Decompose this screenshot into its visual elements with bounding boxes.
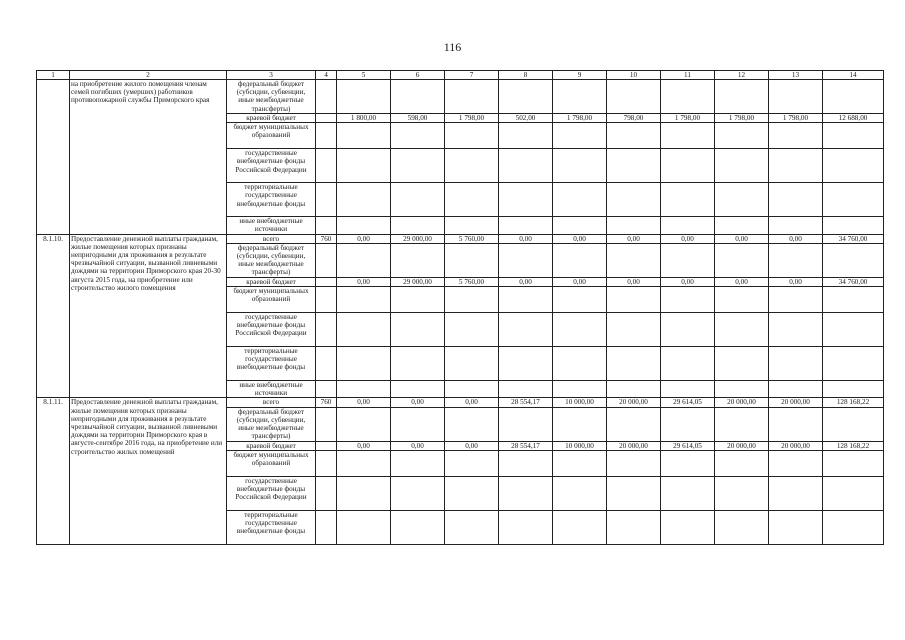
- value-cell: [445, 123, 499, 149]
- value-cell: [499, 123, 553, 149]
- table-row: [37, 80, 884, 114]
- funding-source: территориальные государственные внебюджетные фонды: [227, 183, 316, 217]
- value-cell: [553, 476, 607, 510]
- value-cell: [553, 123, 607, 149]
- value-cell: [715, 407, 769, 441]
- value-cell: [337, 149, 391, 183]
- value-cell: 29 614,05: [661, 398, 715, 407]
- value-cell: [715, 450, 769, 476]
- item-number: 8.1.11.: [37, 398, 70, 544]
- value-cell: [661, 243, 715, 277]
- budget-code: [316, 80, 337, 114]
- value-cell: [391, 287, 445, 313]
- value-cell: [715, 476, 769, 510]
- budget-code: [316, 123, 337, 149]
- value-cell: [445, 450, 499, 476]
- value-cell: [661, 287, 715, 313]
- item-description: Предоставление денежной выплаты гражданам, жилые помещения которых признаны непригодными для проживания в результате чрезвычайной ситуации, вызванной ливневыми дождями на территории Приморского края в августе-сентябре 2016 года, на приобретение или строительство жилых помещений: [70, 398, 227, 544]
- value-cell: [553, 217, 607, 234]
- value-cell: [445, 287, 499, 313]
- value-cell: [337, 123, 391, 149]
- value-cell: [769, 183, 823, 217]
- value-cell: [607, 381, 661, 398]
- value-cell: [499, 80, 553, 114]
- item-number: 8.1.10.: [37, 234, 70, 398]
- header-cell: 4: [316, 71, 337, 80]
- value-cell: 0,00: [661, 277, 715, 286]
- value-cell: 12 688,00: [823, 114, 884, 123]
- value-cell: [823, 183, 884, 217]
- funding-source: федеральный бюджет (субсидии, субвенции, иные межбюджетные трансферты): [227, 243, 316, 277]
- value-cell: 29 000,00: [391, 277, 445, 286]
- value-cell: [499, 381, 553, 398]
- value-cell: [391, 149, 445, 183]
- table-body: [37, 71, 884, 545]
- funding-source: государственные внебюджетные фонды Российской Федерации: [227, 149, 316, 183]
- value-cell: [823, 510, 884, 544]
- funding-source: бюджет муниципальных образований: [227, 287, 316, 313]
- value-cell: [769, 243, 823, 277]
- value-cell: [499, 183, 553, 217]
- value-cell: 0,00: [337, 277, 391, 286]
- value-cell: [769, 407, 823, 441]
- budget-code: 760: [316, 398, 337, 407]
- value-cell: 1 798,00: [553, 114, 607, 123]
- header-cell: 14: [823, 71, 884, 80]
- value-cell: [391, 450, 445, 476]
- budget-code: 760: [316, 234, 337, 243]
- value-cell: 20 000,00: [769, 398, 823, 407]
- value-cell: [391, 510, 445, 544]
- value-cell: [823, 287, 884, 313]
- budget-code: [316, 441, 337, 450]
- value-cell: [553, 510, 607, 544]
- value-cell: 0,00: [391, 398, 445, 407]
- value-cell: [823, 123, 884, 149]
- value-cell: [769, 347, 823, 381]
- funding-source: территориальные государственные внебюджетные фонды: [227, 347, 316, 381]
- funding-source: бюджет муниципальных образований: [227, 123, 316, 149]
- budget-code: [316, 183, 337, 217]
- value-cell: [391, 183, 445, 217]
- value-cell: [391, 80, 445, 114]
- value-cell: 29 614,05: [661, 441, 715, 450]
- value-cell: 128 168,22: [823, 441, 884, 450]
- value-cell: 0,00: [769, 234, 823, 243]
- value-cell: [661, 123, 715, 149]
- value-cell: [769, 313, 823, 347]
- value-cell: [499, 287, 553, 313]
- value-cell: [499, 510, 553, 544]
- value-cell: [553, 313, 607, 347]
- value-cell: [715, 313, 769, 347]
- funding-source: федеральный бюджет (субсидии, субвенции, иные межбюджетные трансферты): [227, 80, 316, 114]
- value-cell: [607, 217, 661, 234]
- value-cell: 1 798,00: [445, 114, 499, 123]
- value-cell: [769, 123, 823, 149]
- value-cell: 34 760,00: [823, 277, 884, 286]
- value-cell: [661, 217, 715, 234]
- header-cell: 11: [661, 71, 715, 80]
- funding-source: краевой бюджет: [227, 277, 316, 286]
- header-cell: 5: [337, 71, 391, 80]
- value-cell: 20 000,00: [715, 441, 769, 450]
- header-cell: 3: [227, 71, 316, 80]
- value-cell: [661, 183, 715, 217]
- value-cell: [499, 243, 553, 277]
- header-cell: 8: [499, 71, 553, 80]
- value-cell: 20 000,00: [769, 441, 823, 450]
- value-cell: [607, 476, 661, 510]
- value-cell: [391, 243, 445, 277]
- value-cell: [337, 450, 391, 476]
- value-cell: 28 554,17: [499, 398, 553, 407]
- value-cell: 0,00: [715, 234, 769, 243]
- value-cell: [607, 510, 661, 544]
- value-cell: [769, 287, 823, 313]
- header-cell: 10: [607, 71, 661, 80]
- value-cell: [499, 407, 553, 441]
- value-cell: [769, 381, 823, 398]
- budget-code: [316, 313, 337, 347]
- value-cell: [607, 243, 661, 277]
- value-cell: [823, 450, 884, 476]
- budget-code: [316, 347, 337, 381]
- value-cell: [337, 510, 391, 544]
- value-cell: [607, 123, 661, 149]
- value-cell: [391, 347, 445, 381]
- value-cell: [823, 243, 884, 277]
- value-cell: [823, 313, 884, 347]
- value-cell: [553, 407, 607, 441]
- value-cell: [769, 217, 823, 234]
- value-cell: 0,00: [553, 234, 607, 243]
- value-cell: [445, 149, 499, 183]
- value-cell: 0,00: [553, 277, 607, 286]
- value-cell: [391, 313, 445, 347]
- value-cell: [769, 476, 823, 510]
- funding-source: бюджет муниципальных образований: [227, 450, 316, 476]
- value-cell: [715, 123, 769, 149]
- value-cell: [823, 217, 884, 234]
- value-cell: 1 798,00: [769, 114, 823, 123]
- budget-code: [316, 277, 337, 286]
- value-cell: 0,00: [607, 277, 661, 286]
- value-cell: [499, 149, 553, 183]
- value-cell: 0,00: [661, 234, 715, 243]
- header-cell: 7: [445, 71, 499, 80]
- item-number: [37, 80, 70, 235]
- header-cell: 12: [715, 71, 769, 80]
- value-cell: [445, 80, 499, 114]
- value-cell: [391, 407, 445, 441]
- value-cell: [607, 183, 661, 217]
- value-cell: [823, 149, 884, 183]
- value-cell: [445, 243, 499, 277]
- value-cell: [715, 381, 769, 398]
- value-cell: 20 000,00: [607, 398, 661, 407]
- value-cell: [607, 313, 661, 347]
- value-cell: [661, 80, 715, 114]
- value-cell: [661, 347, 715, 381]
- value-cell: 0,00: [445, 398, 499, 407]
- header-cell: 13: [769, 71, 823, 80]
- value-cell: [607, 347, 661, 381]
- value-cell: 29 000,00: [391, 234, 445, 243]
- value-cell: [769, 80, 823, 114]
- value-cell: [715, 149, 769, 183]
- value-cell: [715, 347, 769, 381]
- value-cell: [823, 407, 884, 441]
- value-cell: [607, 407, 661, 441]
- value-cell: 20 000,00: [715, 398, 769, 407]
- value-cell: [661, 407, 715, 441]
- value-cell: 0,00: [445, 441, 499, 450]
- funding-source: всего: [227, 234, 316, 243]
- value-cell: [661, 450, 715, 476]
- funding-source: краевой бюджет: [227, 441, 316, 450]
- funding-source: всего: [227, 398, 316, 407]
- value-cell: [715, 510, 769, 544]
- value-cell: [823, 476, 884, 510]
- budget-code: [316, 217, 337, 234]
- budget-code: [316, 476, 337, 510]
- value-cell: [337, 217, 391, 234]
- value-cell: [715, 217, 769, 234]
- funding-source: государственные внебюджетные фонды Российской Федерации: [227, 476, 316, 510]
- value-cell: [391, 476, 445, 510]
- budget-code: [316, 510, 337, 544]
- value-cell: 0,00: [337, 398, 391, 407]
- value-cell: [445, 476, 499, 510]
- value-cell: [769, 450, 823, 476]
- value-cell: [553, 381, 607, 398]
- value-cell: 1 798,00: [715, 114, 769, 123]
- value-cell: 0,00: [715, 277, 769, 286]
- budget-code: [316, 407, 337, 441]
- budget-code: [316, 149, 337, 183]
- value-cell: 28 554,17: [499, 441, 553, 450]
- value-cell: 0,00: [499, 277, 553, 286]
- value-cell: [499, 450, 553, 476]
- table-row: [37, 234, 884, 243]
- value-cell: [553, 347, 607, 381]
- value-cell: 0,00: [337, 234, 391, 243]
- value-cell: [661, 510, 715, 544]
- value-cell: [823, 347, 884, 381]
- value-cell: [607, 450, 661, 476]
- page-number: 116: [443, 40, 462, 54]
- value-cell: [769, 149, 823, 183]
- funding-source: федеральный бюджет (субсидии, субвенции, иные межбюджетные трансферты): [227, 407, 316, 441]
- budget-code: [316, 243, 337, 277]
- funding-source: территориальные государственные внебюджетные фонды: [227, 510, 316, 544]
- value-cell: [661, 313, 715, 347]
- value-cell: [445, 510, 499, 544]
- value-cell: [337, 243, 391, 277]
- value-cell: [769, 510, 823, 544]
- value-cell: [337, 287, 391, 313]
- table-row: [37, 398, 884, 407]
- value-cell: [553, 287, 607, 313]
- header-row: [37, 71, 884, 80]
- value-cell: 598,00: [391, 114, 445, 123]
- item-description: Предоставление денежной выплаты гражданам, жилые помещения которых признаны непригодными для проживания в результате чрезвычайной ситуации, вызванной ливневыми дождями на территории Приморского края 20-30 августа 2015 года, на приобретение или строительство жилого помещения: [70, 234, 227, 398]
- value-cell: [607, 149, 661, 183]
- budget-code: [316, 287, 337, 313]
- budget-table: [36, 70, 884, 545]
- value-cell: [553, 450, 607, 476]
- value-cell: [445, 347, 499, 381]
- value-cell: [661, 381, 715, 398]
- value-cell: 10 000,00: [553, 398, 607, 407]
- value-cell: [337, 407, 391, 441]
- value-cell: [337, 347, 391, 381]
- value-cell: [553, 183, 607, 217]
- funding-source: иные внебюджетные источники: [227, 381, 316, 398]
- value-cell: [715, 80, 769, 114]
- value-cell: 5 760,00: [445, 234, 499, 243]
- item-description: на приобретение жилого помещения членам семей погибших (умерших) работников противопожарной службы Приморского края: [70, 80, 227, 235]
- value-cell: [553, 243, 607, 277]
- value-cell: [337, 183, 391, 217]
- value-cell: [337, 313, 391, 347]
- value-cell: [661, 476, 715, 510]
- value-cell: [553, 149, 607, 183]
- value-cell: 0,00: [499, 234, 553, 243]
- value-cell: [715, 287, 769, 313]
- header-cell: 1: [37, 71, 70, 80]
- value-cell: [445, 313, 499, 347]
- value-cell: 20 000,00: [607, 441, 661, 450]
- budget-code: [316, 114, 337, 123]
- value-cell: 128 168,22: [823, 398, 884, 407]
- value-cell: [823, 381, 884, 398]
- header-cell: 9: [553, 71, 607, 80]
- value-cell: [607, 80, 661, 114]
- value-cell: 10 000,00: [553, 441, 607, 450]
- value-cell: [337, 476, 391, 510]
- value-cell: [391, 217, 445, 234]
- value-cell: [445, 381, 499, 398]
- value-cell: [337, 381, 391, 398]
- value-cell: [445, 407, 499, 441]
- value-cell: 34 760,00: [823, 234, 884, 243]
- value-cell: [661, 149, 715, 183]
- budget-code: [316, 381, 337, 398]
- value-cell: [445, 183, 499, 217]
- value-cell: 1 798,00: [661, 114, 715, 123]
- value-cell: [445, 217, 499, 234]
- value-cell: [499, 347, 553, 381]
- funding-source: государственные внебюджетные фонды Российской Федерации: [227, 313, 316, 347]
- value-cell: 5 760,00: [445, 277, 499, 286]
- value-cell: 798,00: [607, 114, 661, 123]
- value-cell: [499, 313, 553, 347]
- value-cell: 0,00: [607, 234, 661, 243]
- value-cell: [553, 80, 607, 114]
- budget-code: [316, 450, 337, 476]
- value-cell: [499, 217, 553, 234]
- value-cell: [391, 123, 445, 149]
- value-cell: [715, 183, 769, 217]
- value-cell: [391, 381, 445, 398]
- value-cell: 1 800,00: [337, 114, 391, 123]
- value-cell: 0,00: [769, 277, 823, 286]
- value-cell: [607, 287, 661, 313]
- value-cell: [823, 80, 884, 114]
- value-cell: 0,00: [391, 441, 445, 450]
- funding-source: иные внебюджетные источники: [227, 217, 316, 234]
- value-cell: 0,00: [337, 441, 391, 450]
- funding-source: краевой бюджет: [227, 114, 316, 123]
- header-cell: 6: [391, 71, 445, 80]
- value-cell: [715, 243, 769, 277]
- value-cell: [337, 80, 391, 114]
- value-cell: [499, 476, 553, 510]
- value-cell: 502,00: [499, 114, 553, 123]
- header-cell: 2: [70, 71, 227, 80]
